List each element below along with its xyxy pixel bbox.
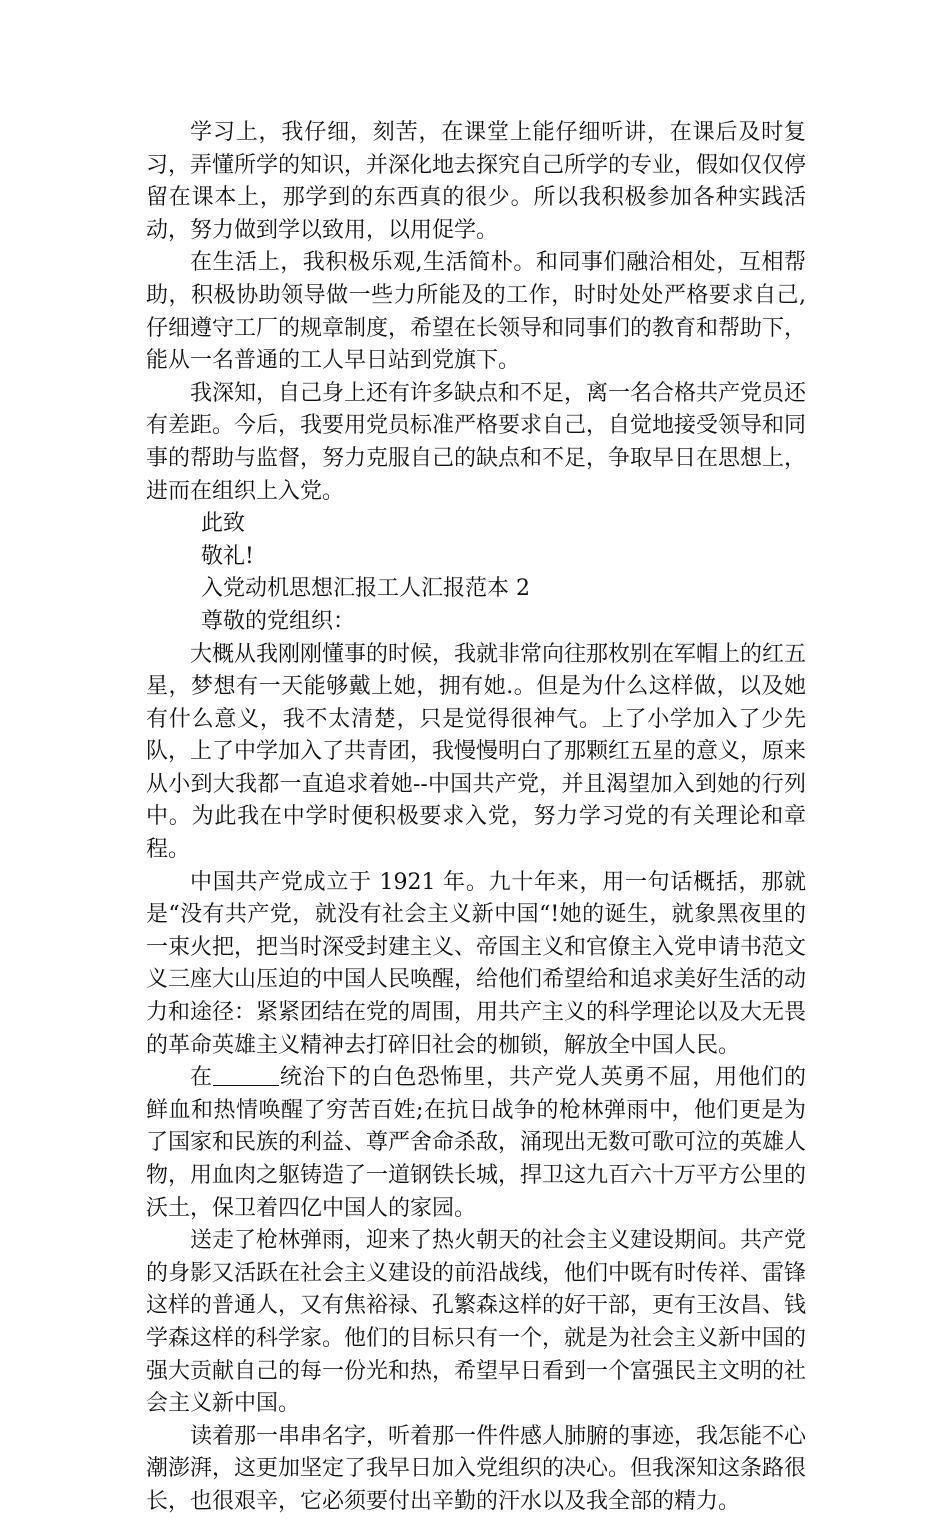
paragraph-life: 在生活上，我积极乐观,生活简朴。和同事们融洽相处，互相帮助，积极协助领导做一些力所能及的工作，时时处处严格要求自己,仔细遵守工厂的规章制度，希望在长领导和同事们的教育和帮助下，能从一名普通的工人早日站到党旗下。 xyxy=(146,250,807,374)
paragraph-resolve: 读着那一串串名字，听着那一件件感人肺腑的事迹，我怎能不心潮澎湃，这更加坚定了我早日加入党组织的决心。但我深知这条路很长，也很艰辛，它必须要付出辛勤的汗水以及我全部的精力。 xyxy=(146,1423,807,1514)
paragraph-childhood: 大概从我刚刚懂事的时候，我就非常向往那枚别在军帽上的红五星，梦想有一天能够戴上她，拥有她.。但是为什么这样做，以及她有什么意义，我不太清楚，只是觉得很神气。上了小学加入了少先队，上了中学加入了共青团，我慢慢明白了那颗红五星的意义，原来从小到大我都一直追求着她--中国共产党，并且渴望加入到她的行列中。为此我在中学时便积极要求入党，努力学习党的有关理论和章程。 xyxy=(146,641,807,863)
closing-line-1: 此致 xyxy=(201,511,246,537)
paragraph-party-history: 中国共产党成立于 1921 年。九十年来，用一句话概括，那就是“没有共产党，就没有社会主义新中国“!她的诞生，就象黑夜里的一束火把，把当时深受封建主义、帝国主义和官僚主入党申请书范文义三座大山压迫的中国人民唤醒，给他们希望给和追求美好生活的动力和途径：紧紧团结在党的周围，用共产主义的科学理论以及大无畏的革命英雄主义精神去打碎旧社会的枷锁，解放全中国人民。 xyxy=(146,869,807,1058)
paragraph-construction: 送走了枪林弹雨，迎来了热火朝天的社会主义建设期间。共产党的身影又活跃在社会主义建设的前沿战线，他们中既有时传祥、雷锋这样的普通人，又有焦裕禄、孔繁森这样的好干部，更有王汝昌、钱学森这样的科学家。他们的目标只有一个，就是为社会主义新中国的强大贡献自己的每一份光和热，希望早日看到一个富强民主文明的社会主义新中国。 xyxy=(146,1228,807,1417)
salutation: 尊敬的党组织： xyxy=(201,608,356,634)
blank-after-text: 统治下的白色恐怖里，共产党人英勇不屈，用他们的鲜血和热情唤醒了穷苦百姓;在抗日战争的枪林弹雨中，他们更是为了国家和民族的利益、尊严舍命杀敌，涌现出无数可歌可泣的英雄人物，用血肉之躯铸造了一道钢铁长城，捍卫这九百六十万平方公里的沃土，保卫着四亿中国人的家园。 xyxy=(146,1065,807,1221)
paragraph-study: 学习上，我仔细，刻苦，在课堂上能仔细听讲，在课后及时复习，弄懂所学的知识，并深化地去探究自己所学的专业，假如仅仅停留在课本上，那学到的东西真的很少。所以我积极参加各种实践活动，努力做到学以致用，以用促学。 xyxy=(146,120,807,243)
closing-line-2: 敬礼! xyxy=(201,543,254,569)
document-body xyxy=(146,117,806,1519)
paragraph-shortcomings: 我深知，自己身上还有许多缺点和不足，离一名合格共产党员还有差距。今后，我要用党员标准严格要求自己，自觉地接受领导和同事的帮助与监督，努力克服自己的缺点和不足，争取早日在思想上，进而在组织上入党。 xyxy=(146,380,807,504)
blank-before-text: 在 xyxy=(190,1065,213,1091)
paragraph-white-terror xyxy=(146,1062,806,1225)
section-title: 入党动机思想汇报工人汇报范本 2 xyxy=(201,576,530,602)
blank-underline xyxy=(213,1065,279,1086)
